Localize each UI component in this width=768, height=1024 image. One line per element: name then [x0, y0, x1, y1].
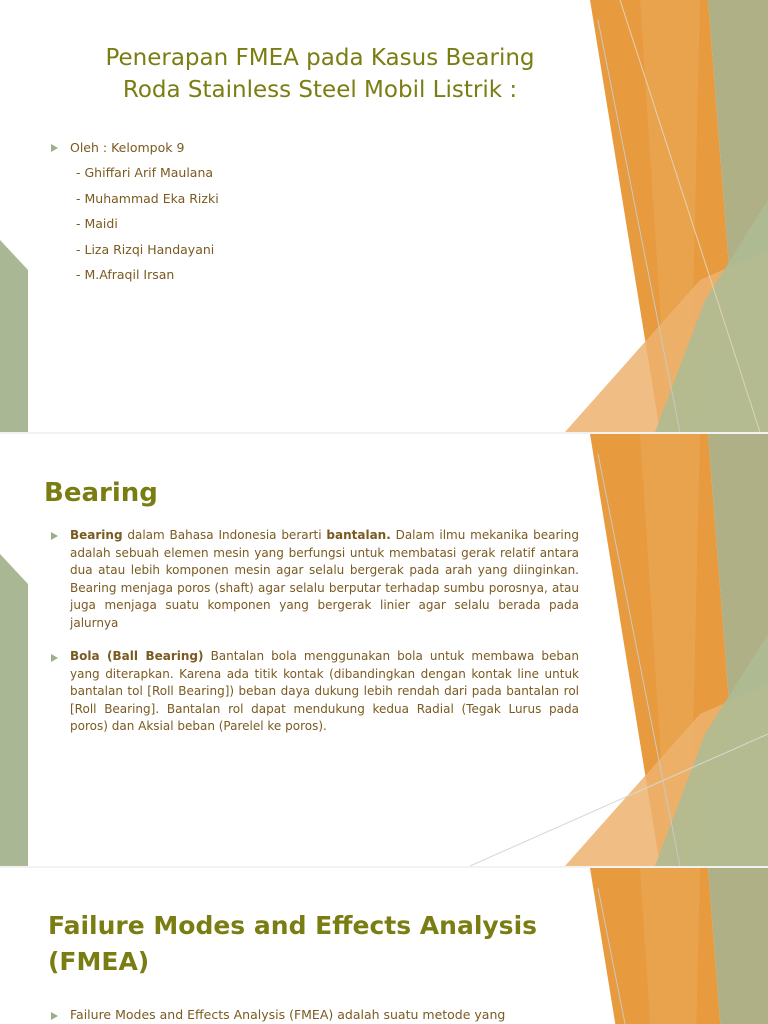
fmea-intro-text: Failure Modes and Effects Analysis (FMEA) adalah suatu metode yang: [70, 1007, 506, 1022]
bullet-arrow-icon: [51, 1012, 58, 1020]
list-item: - Liza Rizqi Handayani: [76, 241, 215, 257]
list-item: - Ghiffari Arif Maulana: [76, 165, 214, 180]
list-item: - Muhammad Eka Rizki: [76, 190, 219, 206]
list-item: - Maidi: [76, 216, 118, 231]
member-list: [76, 164, 219, 292]
bullet-arrow-icon: [51, 654, 58, 662]
section-title: Bearing: [44, 478, 158, 508]
term-bearing: Bearing: [70, 528, 123, 542]
ball-bearing-paragraph: [70, 648, 579, 736]
term-bantalan: bantalan.: [326, 528, 391, 542]
paragraph-text: Dalam ilmu mekanika bearing adalah sebuah elemen mesin yang berfungsi untuk membatasi gerak relatif antara dua atau lebih komponen mesin agar selalu bergerak pada arah yang diinginkan. Bearing menjaga poros (shaft) agar selalu berputar terhadap sumbu porosnya, atau juga menjaga suatu komponen yang bergerak linier agar selalu berada pada jalurnya: [70, 528, 579, 630]
bullet-arrow-icon: [51, 532, 58, 540]
term-ball-bearing: Bola (Ball Bearing): [70, 649, 204, 663]
slide-title: [0, 0, 768, 432]
paragraph-text: dalam Bahasa Indonesia berarti: [122, 528, 327, 542]
author-label: Oleh : Kelompok 9: [70, 140, 185, 155]
title-line-1: Penerapan FMEA pada Kasus Bearing: [105, 45, 535, 71]
bearing-definition-paragraph: [70, 527, 579, 633]
bullet-arrow-icon: [51, 144, 58, 152]
list-item: - M.Afraqil Irsan: [76, 267, 175, 282]
page-title: [60, 42, 580, 106]
paragraph-text: Bantalan bola menggunakan bola untuk membawa beban yang diterapkan. Karena ada titik kontak (dibandingkan dengan kontak line untuk bantalan tol [Roll Bearing]) beban daya dukung lebih rendah dari pada bantalan rol [Roll Bearing]. Bantalan rol dapat mendukung kedua Radial (Tegak Lurus pada poros) dan Aksial beban (Parelel ke poros).: [70, 649, 579, 734]
title-line-2: Roda Stainless Steel Mobil Listrik :: [122, 77, 518, 103]
section-title: Failure Modes and Effects Analysis (FMEA): [48, 911, 538, 976]
